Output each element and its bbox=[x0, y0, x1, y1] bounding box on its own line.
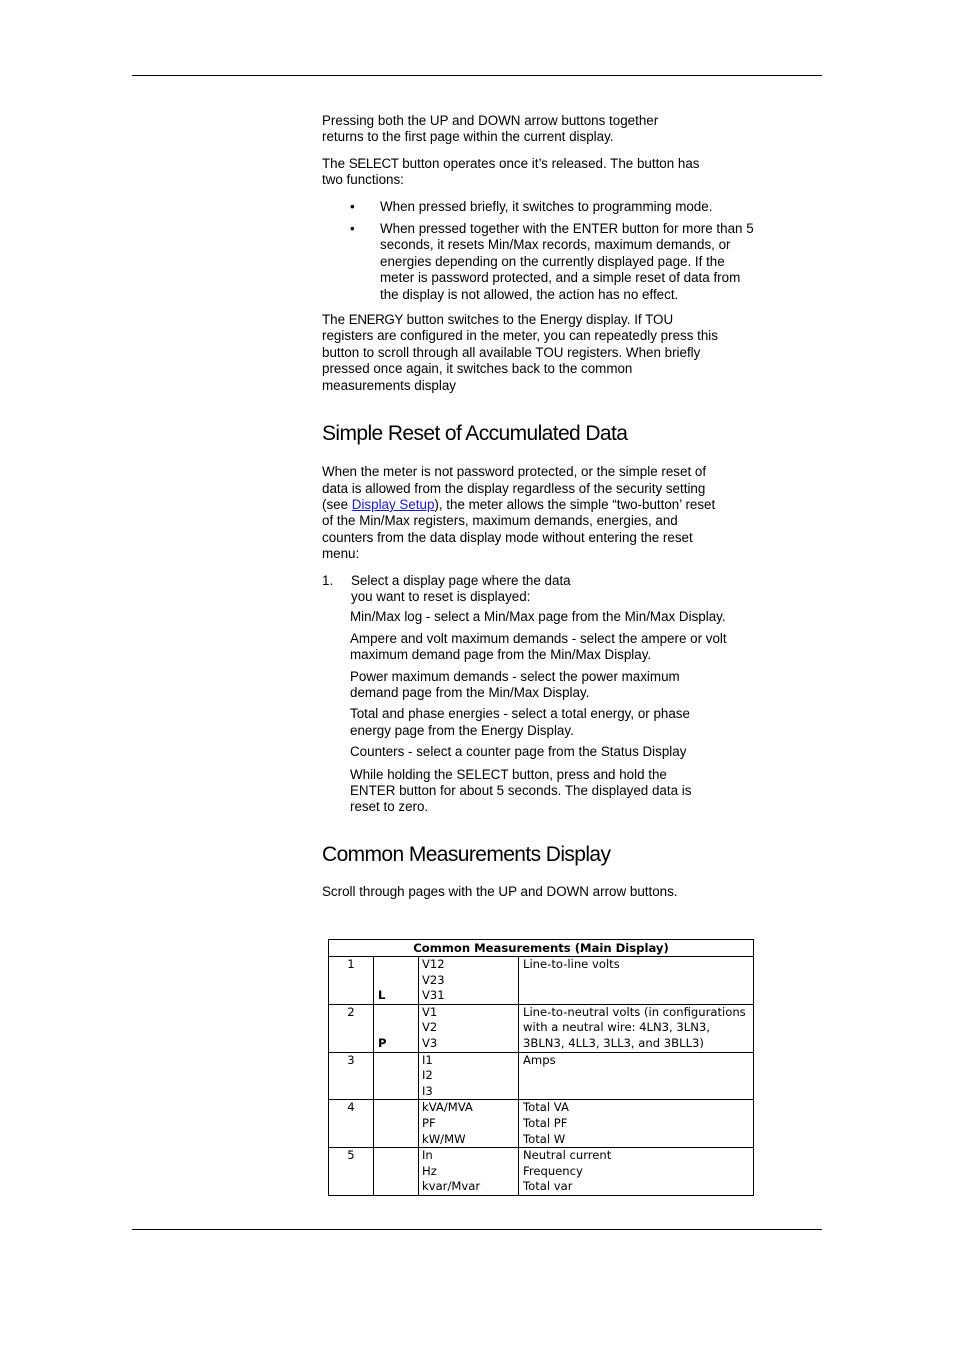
parameter: kvar/Mvar bbox=[422, 1179, 481, 1194]
phase-label bbox=[378, 1068, 418, 1084]
parameter: I3 bbox=[422, 1083, 433, 1098]
parameter-cell bbox=[419, 1148, 519, 1196]
select-button-name: SELECT bbox=[348, 155, 399, 171]
display-setup-link[interactable]: Display Setup bbox=[351, 496, 435, 512]
sub-item: While holding the SELECT button, press and hold the ENTER button for about 5 seconds. The displayed data is reset to zero. bbox=[350, 766, 692, 815]
header-rule bbox=[132, 75, 822, 76]
parameter: V12 bbox=[422, 957, 445, 971]
phase-label bbox=[378, 957, 418, 973]
phase-label bbox=[378, 1164, 418, 1180]
parameter-cell bbox=[419, 957, 519, 1005]
parameter: V31 bbox=[422, 988, 445, 1003]
sub-item: Ampere and volt maximum demands - select the ampere or volt maximum demand page from the Min/Max Display. bbox=[350, 630, 727, 663]
table-row bbox=[329, 1052, 754, 1100]
phase-label bbox=[378, 1053, 418, 1069]
parameter: I2 bbox=[422, 1068, 433, 1083]
sub-item: Total and phase energies - select a total energy, or phase energy page from the Energy Display. bbox=[350, 706, 690, 738]
description: 3BLN3, 4LL3, 3LL3, and 3BLL3) bbox=[523, 1035, 704, 1050]
description bbox=[523, 1068, 753, 1084]
common-measurements-table bbox=[328, 939, 754, 1196]
page-number: 5 bbox=[329, 1148, 374, 1196]
paragraph-up-down: Pressing both the UP and DOWN arrow buttons together returns to the first page within the current display. bbox=[322, 113, 659, 145]
table-row bbox=[329, 1148, 754, 1196]
description-cell bbox=[519, 1004, 754, 1052]
paragraph-select bbox=[322, 156, 712, 189]
step-text: Select a display page where the data you want to reset is displayed: bbox=[351, 572, 571, 604]
parameter: In bbox=[422, 1148, 433, 1163]
list-item bbox=[322, 199, 762, 215]
list-item-text: When pressed briefly, it switches to programming mode. bbox=[380, 198, 713, 214]
description bbox=[523, 973, 753, 989]
description-cell bbox=[519, 1052, 754, 1100]
description: Total PF bbox=[523, 1115, 568, 1130]
step-number: 1. bbox=[322, 572, 334, 588]
phase-label bbox=[378, 973, 418, 989]
footer-rule bbox=[132, 1229, 822, 1230]
sub-item: Counters - select a counter page from the Status Display bbox=[350, 744, 687, 760]
phase-label bbox=[378, 1148, 418, 1164]
parameter: V3 bbox=[422, 1035, 438, 1050]
text: When the meter is not password protected, or the simple reset of data is allowed from the display regardless of the security setting (see bbox=[322, 464, 707, 512]
parameter: V23 bbox=[422, 972, 445, 987]
parameter: V1 bbox=[422, 1004, 438, 1019]
page-number: 4 bbox=[329, 1100, 374, 1148]
description: Neutral current bbox=[523, 1148, 612, 1163]
parameter: kW/MW bbox=[422, 1131, 466, 1146]
text: The bbox=[322, 312, 349, 328]
phase-label: P bbox=[378, 1035, 387, 1050]
text: ), the meter allows the simple “two-button’ reset of the Min/Max registers, maximum demands, energies, and counters from the data display mode without entering the reset menu: bbox=[322, 496, 716, 562]
description: Amps bbox=[523, 1052, 556, 1067]
parameter: kVA/MVA bbox=[422, 1100, 473, 1115]
table-row bbox=[329, 1100, 754, 1148]
parameter: PF bbox=[422, 1115, 436, 1130]
text: button operates once it’s released. The button has two functions: bbox=[322, 155, 700, 188]
phase-label bbox=[378, 1179, 418, 1195]
sub-item: Min/Max log - select a Min/Max page from the Min/Max Display. bbox=[350, 609, 726, 625]
phase-label: L bbox=[378, 988, 386, 1003]
heading-simple-reset: Simple Reset of Accumulated Data bbox=[322, 422, 628, 446]
page-number: 2 bbox=[329, 1004, 374, 1052]
description: Total var bbox=[523, 1179, 573, 1194]
phase-label bbox=[378, 1116, 418, 1132]
heading-common-measurements: Common Measurements Display bbox=[322, 842, 611, 866]
bullet-icon: • bbox=[350, 221, 355, 237]
table-header-row bbox=[329, 940, 754, 957]
phase-label bbox=[378, 1084, 418, 1100]
bullet-icon: • bbox=[350, 198, 355, 214]
description bbox=[523, 1084, 753, 1100]
list-item bbox=[322, 221, 762, 303]
description-cell bbox=[519, 1148, 754, 1196]
table-row bbox=[329, 957, 754, 1005]
page-number: 1 bbox=[329, 957, 374, 1005]
parameter: Hz bbox=[422, 1163, 437, 1178]
parameter-cell bbox=[419, 1100, 519, 1148]
page-content bbox=[322, 113, 762, 910]
phase-cell bbox=[374, 1100, 419, 1148]
paragraph-scroll: Scroll through pages with the UP and DOWN arrow buttons. bbox=[322, 883, 678, 899]
description: Line-to-neutral volts (in configurations bbox=[523, 1004, 746, 1019]
sub-item: Power maximum demands - select the power maximum demand page from the Min/Max Display. bbox=[350, 668, 680, 700]
description: Total VA bbox=[523, 1100, 569, 1115]
phase-cell bbox=[374, 1004, 419, 1052]
paragraph-simple-reset bbox=[322, 464, 720, 562]
parameter-cell bbox=[419, 1004, 519, 1052]
phase-cell bbox=[374, 1052, 419, 1100]
phase-label bbox=[378, 1020, 418, 1036]
parameter-cell bbox=[419, 1052, 519, 1100]
description bbox=[523, 988, 753, 1004]
energy-button-name: ENERGY bbox=[348, 312, 403, 328]
parameter: V2 bbox=[422, 1020, 438, 1035]
description: Line-to-line volts bbox=[523, 957, 620, 971]
select-functions-list bbox=[322, 199, 762, 303]
phase-label bbox=[378, 1005, 418, 1021]
description: with a neutral wire: 4LN3, 3LN3, bbox=[523, 1020, 710, 1035]
phase-cell bbox=[374, 1148, 419, 1196]
description: Frequency bbox=[523, 1163, 583, 1178]
phase-cell bbox=[374, 957, 419, 1005]
table-row bbox=[329, 1004, 754, 1052]
phase-label bbox=[378, 1100, 418, 1116]
phase-label bbox=[378, 1132, 418, 1148]
paragraph-energy bbox=[322, 312, 722, 394]
text: button switches to the Energy display. If TOU registers are configured in the meter, you can repeatedly press this button to scroll through all available TOU registers. When briefly pressed once again, it switches back to the common measurements display bbox=[322, 312, 718, 393]
table-title: Common Measurements (Main Display) bbox=[329, 940, 754, 957]
list-item-text: When pressed together with the ENTER button for more than 5 seconds, it resets Min/Max records, maximum demands, or energies depending on the currently displayed page. If the meter is password protected, and a simple reset of data from the display is not allowed, the action has no effect. bbox=[380, 221, 754, 302]
description-cell bbox=[519, 957, 754, 1005]
page-number: 3 bbox=[329, 1052, 374, 1100]
description-cell bbox=[519, 1100, 754, 1148]
text: The bbox=[322, 155, 349, 171]
description: Total W bbox=[523, 1131, 566, 1146]
step-1 bbox=[322, 573, 591, 606]
parameter: I1 bbox=[422, 1052, 433, 1067]
